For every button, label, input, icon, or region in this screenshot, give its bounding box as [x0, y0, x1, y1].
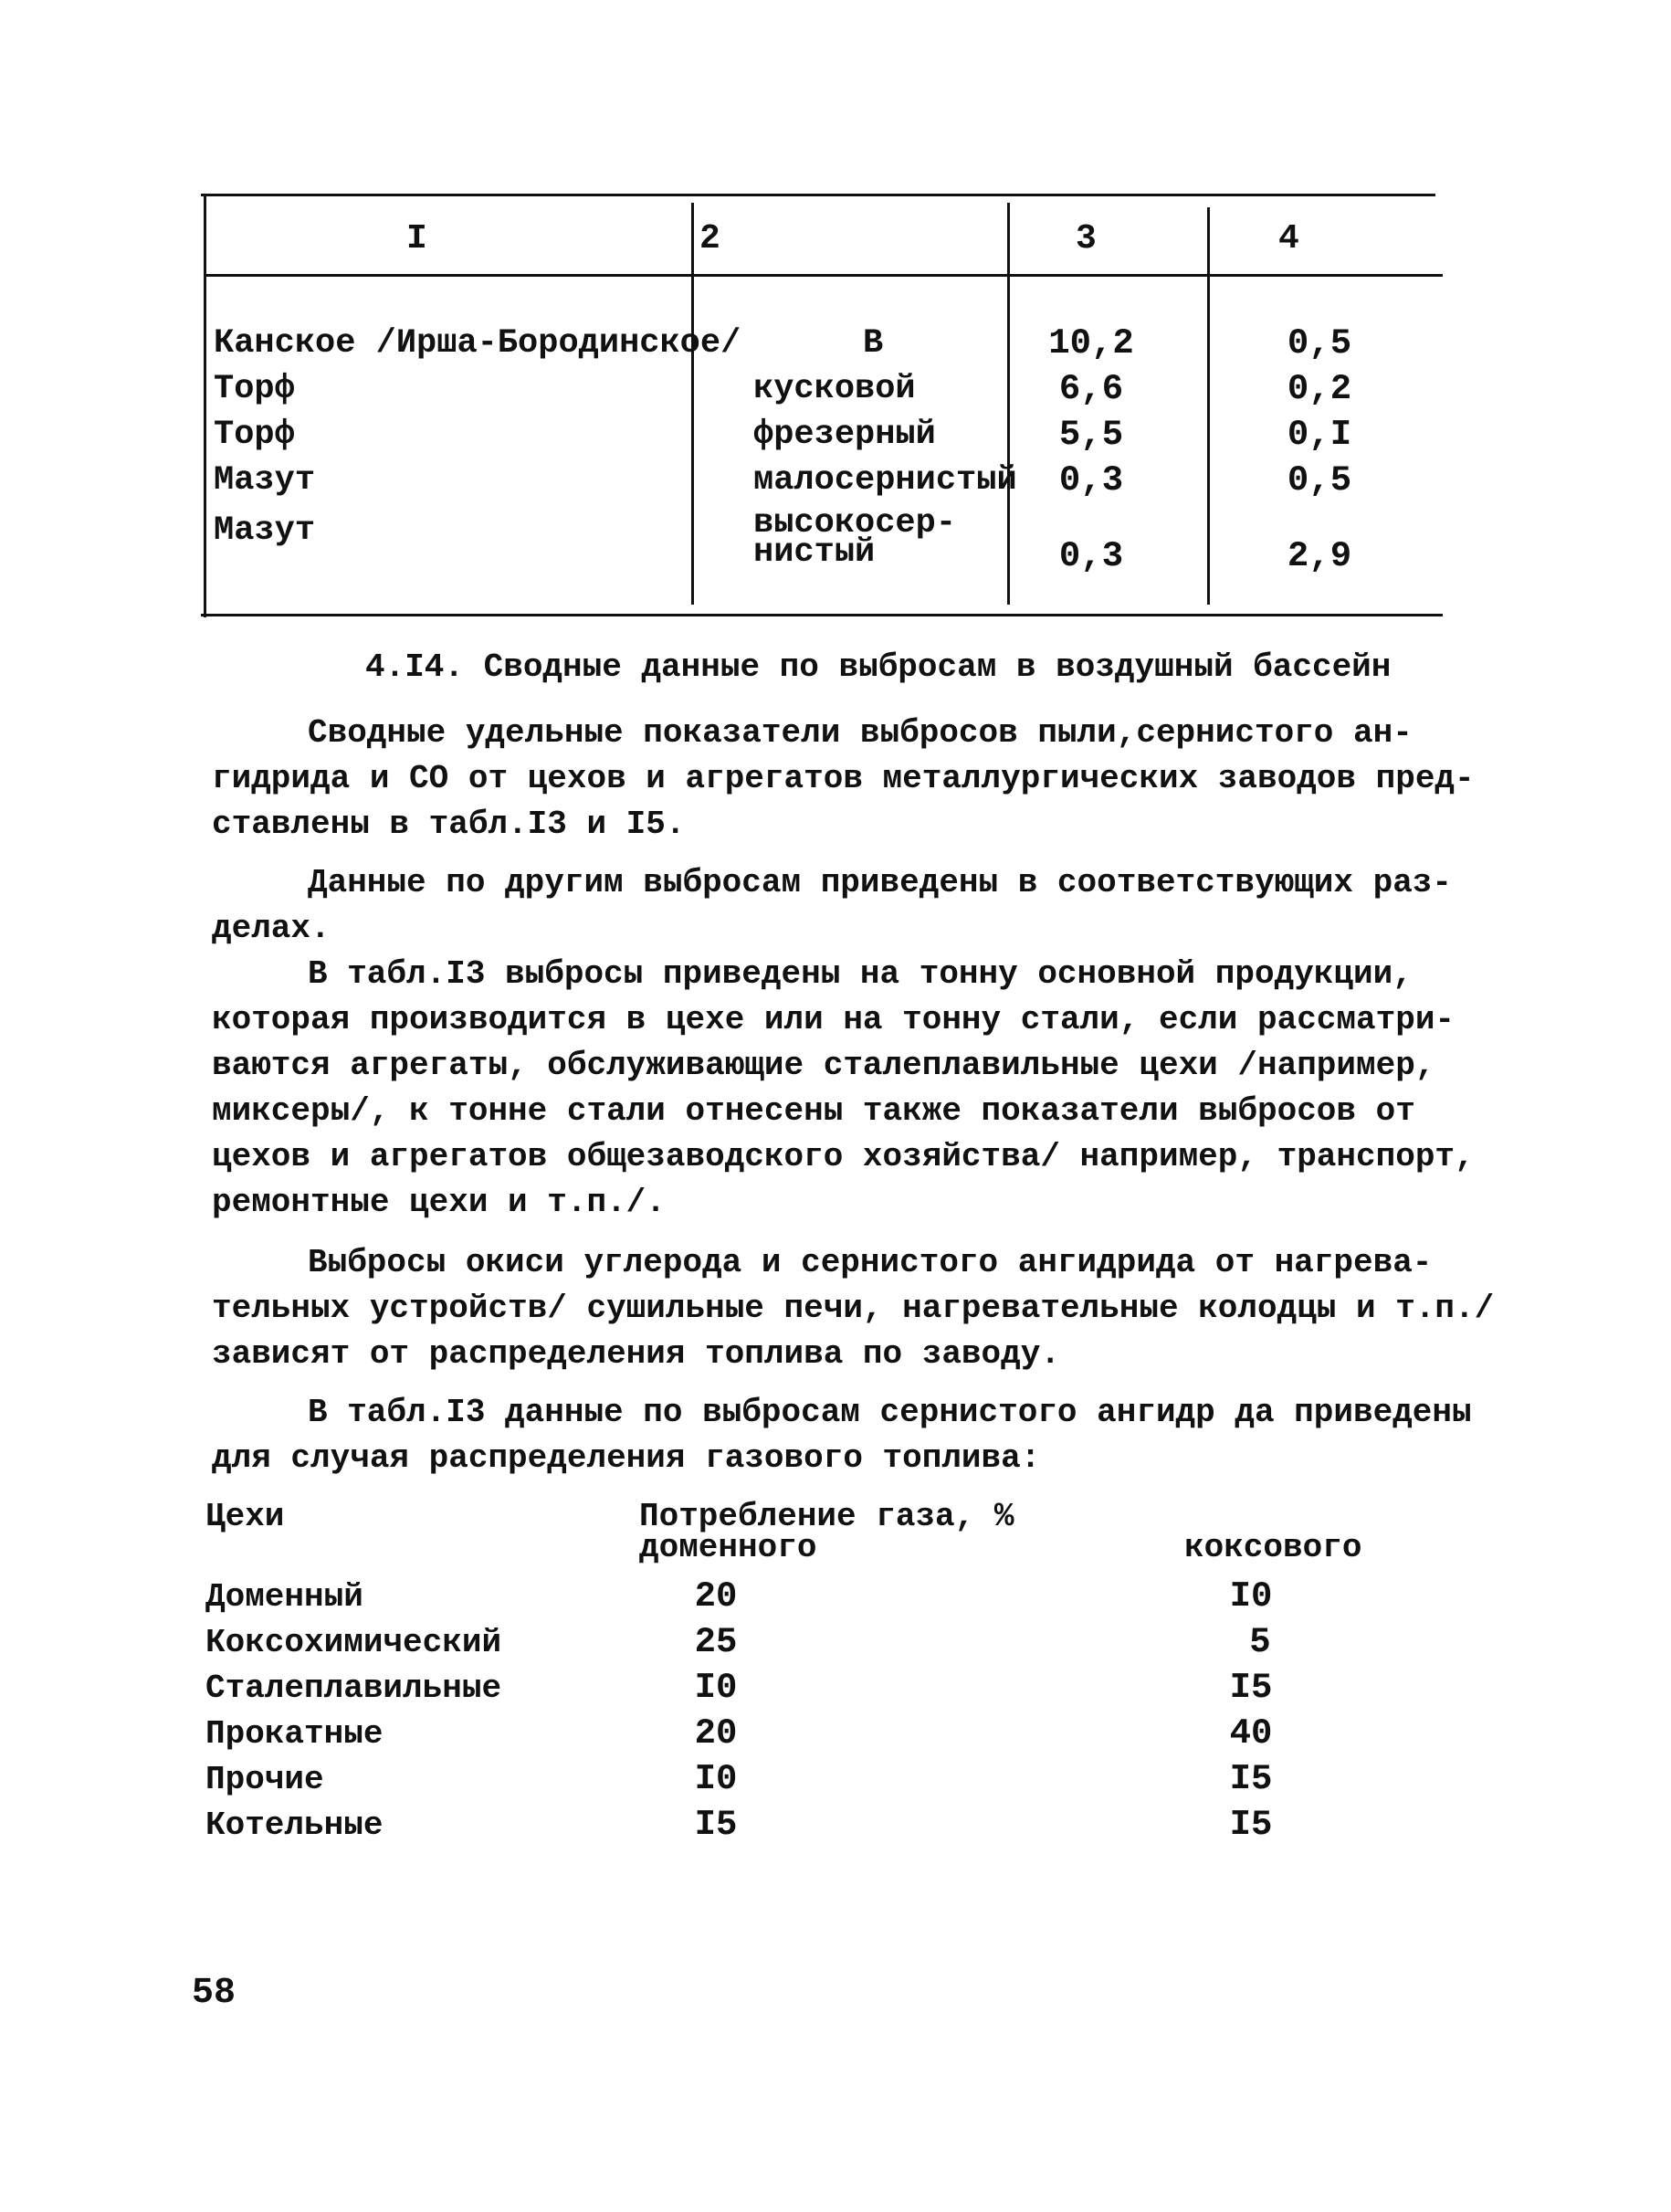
- table-cell-col4: 0,5: [1287, 323, 1352, 363]
- gas-table-shop: Сталеплавильные: [205, 1670, 502, 1707]
- table-cell-type-line1: высокосер-: [753, 504, 957, 542]
- paragraph-line: ваются агрегаты, обслуживающие сталеплавильные цехи /например,: [212, 1047, 1435, 1084]
- table-header-col4: 4: [1278, 219, 1299, 258]
- gas-table-coke-value: I5: [1229, 1805, 1273, 1845]
- section-heading: 4.I4. Сводные данные по выбросам в воздушный бассейн: [365, 648, 1392, 686]
- gas-table-header-shops: Цехи: [205, 1498, 285, 1535]
- gas-table-blast-value: 20: [694, 1713, 738, 1754]
- table-col-divider: [1007, 203, 1010, 605]
- table-cell-fuel: Торф: [214, 370, 295, 408]
- table-cell-col4: 0,5: [1287, 460, 1352, 500]
- table-cell-col4: 0,2: [1287, 369, 1352, 409]
- table-header-col2: 2: [699, 219, 720, 258]
- paragraph-line: которая производится в цехе или на тонну стали, если рассматри-: [212, 1001, 1456, 1038]
- gas-table-blast-value: 20: [694, 1576, 738, 1617]
- gas-table-shop: Прокатные: [205, 1715, 384, 1753]
- paragraph-line: делах.: [212, 910, 331, 947]
- paragraph-line: ремонтные цехи и т.п./.: [212, 1184, 666, 1221]
- paragraph-line: В табл.I3 данные по выбросам сернистого ангидр да приведены: [308, 1394, 1472, 1431]
- gas-table-header-coke: коксового: [1184, 1529, 1362, 1566]
- table-cell-fuel: Торф: [214, 416, 295, 454]
- table-header-rule: [205, 274, 1443, 277]
- gas-table-coke-value: I5: [1229, 1759, 1273, 1799]
- paragraph-3: [212, 952, 1475, 1226]
- gas-table-coke-value: 40: [1229, 1713, 1273, 1754]
- gas-table-shop: Коксохимический: [205, 1624, 502, 1661]
- table-cell-col3: 0,3: [1058, 460, 1124, 500]
- gas-table-blast-value: I5: [694, 1805, 738, 1845]
- gas-table-blast-value: 25: [694, 1622, 738, 1662]
- paragraph-2: [212, 860, 1453, 952]
- paragraph-line: Данные по другим выбросам приведены в соответствующих раз-: [308, 864, 1453, 901]
- table-cell-col3: 5,5: [1058, 415, 1124, 455]
- table-cell-type: фрезерный: [753, 416, 936, 454]
- table-top-rule: [201, 194, 1435, 196]
- paragraph-line: ставлены в табл.I3 и I5.: [212, 806, 686, 843]
- page-number: 58: [192, 1973, 236, 2014]
- table-header-col3: 3: [1076, 219, 1097, 258]
- gas-table-header-blast: доменного: [639, 1529, 817, 1566]
- table-cell-fuel: Мазут: [214, 511, 316, 550]
- table-cell-col4: 0,I: [1287, 415, 1352, 455]
- gas-table-shop: Доменный: [205, 1578, 363, 1616]
- paragraph-line: В табл.I3 выбросы приведены на тонну основной продукции,: [308, 955, 1413, 993]
- gas-table-blast-value: I0: [694, 1668, 738, 1708]
- table-cell-type: [753, 504, 957, 572]
- table-left-border: [204, 194, 206, 617]
- paragraph-line: Сводные удельные показатели выбросов пыли,сернистого ан-: [308, 714, 1413, 752]
- paragraph-line: гидрида и СО от цехов и агрегатов металлургических заводов пред-: [212, 760, 1475, 797]
- gas-table-coke-value: I0: [1229, 1576, 1273, 1617]
- table-bottom-rule: [201, 614, 1443, 616]
- table-cell-fuel: Мазут: [214, 461, 316, 500]
- table-col-divider: [691, 203, 694, 605]
- gas-table-shop: Котельные: [205, 1806, 384, 1844]
- paragraph-1: [212, 711, 1475, 848]
- table-col-divider: [1207, 207, 1210, 605]
- paragraph-5: [212, 1390, 1472, 1481]
- table-cell-fuel: Канскоe /Ирша-Бородинское/: [214, 324, 741, 363]
- table-cell-type-line2: нистый: [753, 533, 876, 572]
- paragraph-line: для случая распределения газового топлива:: [212, 1439, 1041, 1477]
- fuel-table: [201, 194, 1443, 623]
- gas-table-coke-value: I5: [1229, 1668, 1273, 1708]
- gas-table-coke-value: 5: [1249, 1622, 1271, 1662]
- table-cell-col3: 10,2: [1048, 323, 1134, 363]
- table-cell-type: малосернистый: [753, 461, 1017, 500]
- table-cell-col3: 6,6: [1058, 369, 1124, 409]
- gas-table-header-consumption: Потребление газа, %: [639, 1498, 1014, 1535]
- paragraph-line: цехов и агрегатов общезаводского хозяйства/ например, транспорт,: [212, 1138, 1475, 1175]
- table-cell-col4: 2,9: [1287, 536, 1352, 576]
- table-cell-type: кусковой: [753, 370, 916, 408]
- paragraph-line: миксеры/, к тонне стали отнесены также показатели выбросов от: [212, 1092, 1415, 1130]
- table-cell-type: В: [863, 324, 884, 363]
- paragraph-line: тельных устройств/ сушильные печи, нагревательные колодцы и т.п./: [212, 1290, 1495, 1327]
- gas-table-shop: Прочие: [205, 1761, 324, 1798]
- gas-table-blast-value: I0: [694, 1759, 738, 1799]
- paragraph-line: зависят от распределения топлива по заводу.: [212, 1335, 1060, 1373]
- table-header-col1: I: [406, 219, 427, 258]
- paragraph-4: [212, 1240, 1495, 1377]
- table-cell-col3: 0,3: [1058, 536, 1124, 576]
- paragraph-line: Выбросы окиси углерода и сернистого ангидрида от нагрева-: [308, 1244, 1433, 1281]
